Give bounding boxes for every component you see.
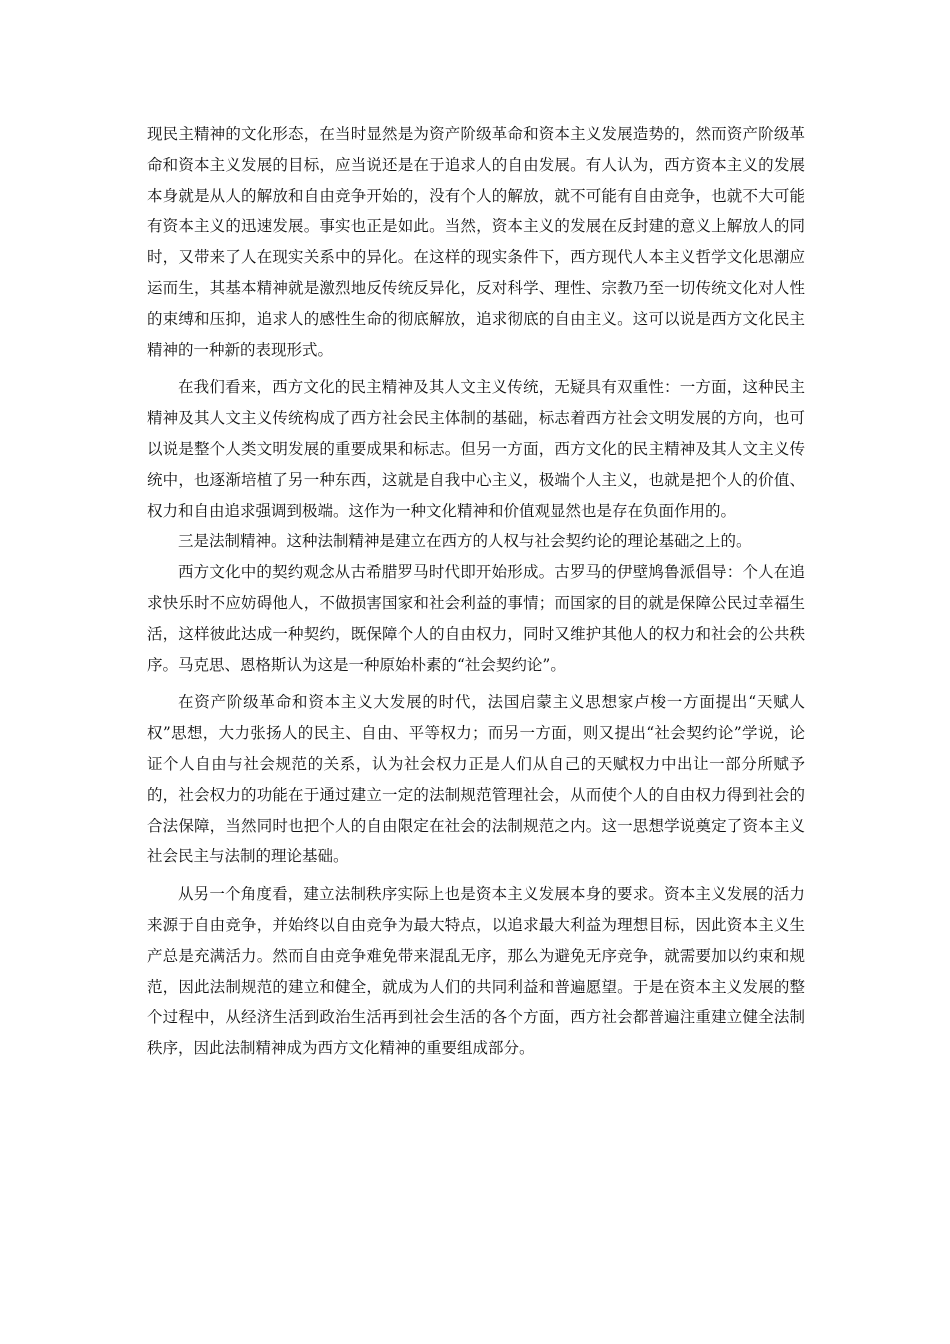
paragraph: 从另一个角度看，建立法制秩序实际上也是资本主义发展本身的要求。资本主义发展的活力来源于自由竞争，并始终以自由竞争为最大特点，以追求最大利益为理想目标，因此资本主义生产总是充满活力。然而自由竞争难免带来混乱无序，那么为避免无序竞争，就需要加以约束和规范，因此法制规范的建立和健全，就成为人们的共同利益和普遍愿望。于是在资本主义发展的整个过程中，从经济生活到政治生活再到社会生活的各个方面，西方社会都普遍注重建立健全法制秩序，因此法制精神成为西方文化精神的重要组成部分。 (147, 885, 805, 1058)
paragraph: 西方文化中的契约观念从古希腊罗马时代即开始形成。古罗马的伊壁鸠鲁派倡导：个人在追求快乐时不应妨碍他人，不做损害国家和社会利益的事情；而国家的目的就是保障公民过幸福生活，这样彼此达成一种契约，既保障个人的自由权力，同时又维护其他人的权力和社会的公共秩序。马克思、恩格斯认为这是一种原始朴素的“社会契约论”。 (147, 563, 805, 674)
document-body (147, 119, 805, 1064)
paragraph: 三是法制精神。这种法制精神是建立在西方的人权与社会契约论的理论基础之上的。 (178, 532, 752, 551)
paragraph: 在我们看来，西方文化的民主精神及其人文主义传统，无疑具有双重性：一方面，这种民主精神及其人文主义传统构成了西方社会民主体制的基础，标志着西方社会文明发展的方向，也可以说是整个人类文明发展的重要成果和标志。但另一方面，西方文化的民主精神及其人文主义传统中，也逐渐培植了另一种东西，这就是自我中心主义，极端个人主义，也就是把个人的价值、权力和自由追求强调到极端。这作为一种文化精神和价值观显然也是存在负面作用的。 (147, 378, 805, 520)
paragraph-continued: 现民主精神的文化形态，在当时显然是为资产阶级革命和资本主义发展造势的，然而资产阶级革命和资本主义发展的目标，应当说还是在于追求人的自由发展。有人认为，西方资本主义的发展本身就是从人的解放和自由竞争开始的，没有个人的解放，就不可能有自由竞争，也就不大可能有资本主义的迅速发展。事实也正是如此。当然，资本主义的发展在反封建的意义上解放人的同时，又带来了人在现实关系中的异化。在这样的现实条件下，西方现代人本主义哲学文化思潮应运而生，其基本精神就是激烈地反传统反异化，反对科学、理性、宗教乃至一切传统文化对人性的束缚和压抑，追求人的感性生命的彻底解放，追求彻底的自由主义。这可以说是西方文化民主精神的一种新的表现形式。 (147, 125, 805, 359)
paragraph: 在资产阶级革命和资本主义大发展的时代，法国启蒙主义思想家卢梭一方面提出“天赋人权”思想，大力张扬人的民主、自由、平等权力；而另一方面，则又提出“社会契约论”学说，论证个人自由与社会规范的关系，认为社会权力正是人们从自己的天赋权力中出让一部分所赋予的，社会权力的功能在于通过建立一定的法制规范管理社会，从而使个人的自由权力得到社会的合法保障，当然同时也把个人的自由限定在社会的法制规范之内。这一思想学说奠定了资本主义社会民主与法制的理论基础。 (147, 693, 805, 866)
